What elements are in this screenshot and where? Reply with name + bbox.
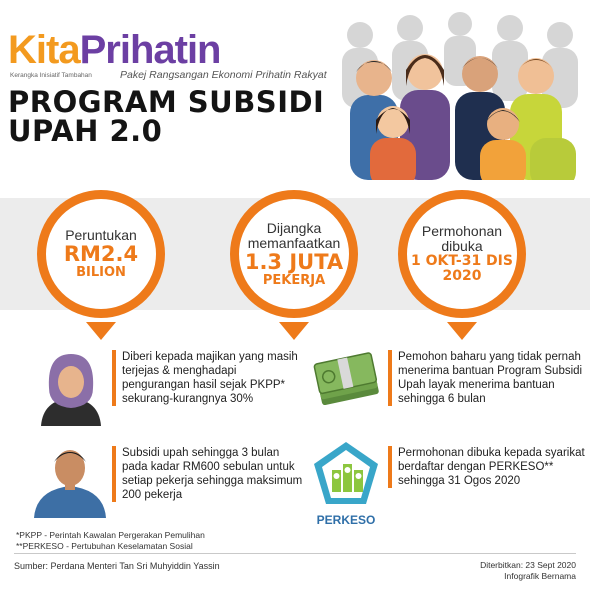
info-new-applicants: Pemohon baharu yang tidak pernah menerima bantuan Program Subsidi Upah layak menerima bantuan sehingga 6 bulan xyxy=(388,350,588,406)
stat-label-line2: dibuka xyxy=(441,238,483,254)
stat-label-line1: Permohonan xyxy=(421,223,503,239)
perkeso-emblem-icon xyxy=(310,440,382,506)
stat-value-line2: 2020 xyxy=(442,268,482,284)
brand-logo xyxy=(8,30,220,70)
footer-divider xyxy=(14,553,576,554)
footnote-perkeso: **PERKESO - Pertubuhan Keselamatan Sosial xyxy=(16,541,193,551)
publisher: Infografik Bernama xyxy=(504,571,576,581)
pointer-arrow xyxy=(279,322,309,340)
stat-value: 1.3 JUTA xyxy=(244,249,344,274)
money-stack-icon xyxy=(312,350,382,412)
page-title xyxy=(8,85,325,148)
footnote-pkpp: *PKPP - Perintah Kawalan Pergerakan Pemulihan xyxy=(16,530,205,540)
tagline-right: Pakej Rangsangan Ekonomi Prihatin Rakyat xyxy=(120,69,327,81)
info-employer-eligibility: Diberi kepada majikan yang masih terjejas & menghadapi pengurangan hasil sejak PKPP* sekurang-kurangnya 30% xyxy=(112,350,307,406)
stat-label: Peruntukan xyxy=(65,227,137,243)
crowd-illustration xyxy=(330,10,585,180)
pointer-arrow xyxy=(86,322,116,340)
stat-circle-beneficiaries xyxy=(230,190,358,318)
source-text: Sumber: Perdana Menteri Tan Sri Muhyiddin Yassin xyxy=(14,561,220,571)
tagline-left: Kerangka Inisiatif Tambahan xyxy=(10,72,92,79)
stat-circle-allocation xyxy=(37,190,165,318)
woman-hijab-icon xyxy=(35,348,107,426)
stat-unit: BILION xyxy=(76,265,126,280)
title-line-1: PROGRAM SUBSIDI xyxy=(8,85,325,119)
published-date: Diterbitkan: 23 Sept 2020 xyxy=(480,560,576,570)
title-line-2: UPAH 2.0 xyxy=(8,114,163,148)
stat-label-line1: Dijangka xyxy=(266,219,322,236)
info-perkeso-registration: Permohonan dibuka kepada syarikat berdaftar dengan PERKESO** sehingga 31 Ogos 2020 xyxy=(388,446,588,488)
perkeso-logo-text: PERKESO xyxy=(316,513,376,527)
brand-kita: Kita xyxy=(8,28,80,72)
stat-circle-application-period xyxy=(398,190,526,318)
brand-prihatin: Prihatin xyxy=(79,28,221,72)
stat-label-line2: memanfaatkan xyxy=(247,234,341,251)
perkeso-logo xyxy=(310,440,382,527)
info-subsidy-rate: Subsidi upah sehingga 3 bulan pada kadar RM600 sebulan untuk setiap pekerja sehingga maksimum 200 pekerja xyxy=(112,446,307,502)
man-icon xyxy=(30,440,110,518)
stat-value-line1: 1 OKT-31 DIS xyxy=(411,253,513,269)
stat-value: RM2.4 xyxy=(63,242,139,266)
published-info xyxy=(480,560,576,582)
stat-unit: PEKERJA xyxy=(262,272,326,288)
pointer-arrow xyxy=(447,322,477,340)
footnotes xyxy=(16,530,205,552)
